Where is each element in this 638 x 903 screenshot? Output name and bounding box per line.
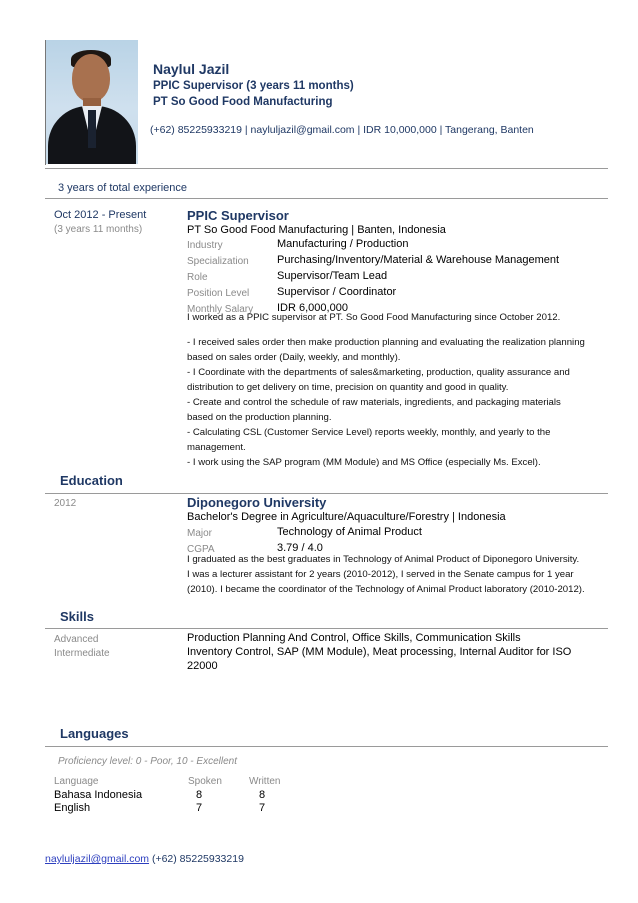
job-duty-line: based on sales order (Daily, weekly, and monthly). (187, 352, 401, 363)
language-name: English (54, 802, 91, 814)
skills-heading: Skills (60, 609, 94, 624)
job-duty-line: distribution to get delivery on time, precision on quantity and good in quality. (187, 382, 509, 393)
field-value: Supervisor/Team Lead (277, 270, 388, 282)
footer-email-link[interactable]: nayluljazil@gmail.com (45, 853, 150, 865)
header-divider (45, 40, 46, 165)
field-value: IDR 6,000,000 (277, 302, 348, 314)
job-title: PPIC Supervisor (187, 208, 289, 223)
language-written: 7 (259, 802, 266, 814)
job-duty-line: management. (187, 442, 246, 453)
field-value: Manufacturing / Production (277, 238, 409, 250)
job-intro: I worked as a PPIC supervisor at PT. So Good Food Manufacturing since October 2012. (187, 312, 561, 323)
contact-line: (+62) 85225933219 | nayluljazil@gmail.com | IDR 10,000,000 | Tangerang, Banten (150, 124, 534, 136)
column-header-written: Written (249, 776, 281, 787)
job-duty-line: - I work using the SAP program (MM Module) and MS Office (especially Ms. Excel). (187, 457, 541, 468)
experience-period: Oct 2012 - Present (54, 209, 147, 221)
experience-duration: (3 years 11 months) (54, 224, 143, 235)
job-duty-line: - Create and control the schedule of raw materials, ingredients, and packaging materials (187, 397, 561, 408)
column-header-spoken: Spoken (188, 776, 222, 787)
education-rule (45, 493, 608, 494)
proficiency-note: Proficiency level: 0 - Poor, 10 - Excellent (58, 756, 237, 767)
total-experience: 3 years of total experience (58, 182, 188, 194)
field-label: Industry (187, 240, 223, 251)
language-written: 8 (259, 789, 266, 801)
languages-rule (45, 746, 608, 747)
education-note-line: (2010). I became the coordinator of the Technology of Animal Product laboratory (2010-2012). (187, 584, 585, 595)
skill-items-continued: 22000 (187, 660, 218, 672)
job-duty-line: - Calculating CSL (Customer Service Level) reports weekly, monthly, and yearly to the (187, 427, 551, 438)
skill-level: Advanced (54, 634, 99, 645)
field-value: 3.79 / 4.0 (277, 542, 323, 554)
education-note-line: I was a lecturer assistant for 2 years (2010-2012), I served in the Senate campus for 1 year (187, 569, 574, 580)
field-label: Major (187, 528, 213, 539)
language-spoken: 8 (196, 789, 203, 801)
field-label: Monthly Salary (187, 304, 254, 315)
job-company: PT So Good Food Manufacturing | Banten, Indonesia (187, 224, 446, 236)
field-label: Role (187, 272, 208, 283)
education-heading: Education (60, 473, 123, 488)
candidate-name: Naylul Jazil (153, 61, 230, 77)
footer (45, 853, 244, 865)
header-rule (45, 168, 608, 169)
skill-level: Intermediate (54, 648, 110, 659)
field-value: Supervisor / Coordinator (277, 286, 397, 298)
job-duty-line: - I received sales order then make production planning and evaluating the realization planning (187, 337, 585, 348)
field-label: Specialization (187, 256, 249, 267)
headline: PPIC Supervisor (3 years 11 months) (153, 80, 354, 92)
language-name: Bahasa Indonesia (54, 789, 143, 801)
field-value: Technology of Animal Product (277, 526, 422, 538)
language-spoken: 7 (196, 802, 203, 814)
experience-rule (45, 198, 608, 199)
education-year: 2012 (54, 498, 77, 509)
languages-heading: Languages (60, 726, 129, 741)
field-label: Position Level (187, 288, 250, 299)
column-header-language: Language (54, 776, 99, 787)
job-duty-line: - I Coordinate with the departments of sales&marketing, production, quality assurance and (187, 367, 570, 378)
education-note-line: I graduated as the best graduates in Technology of Animal Product of Diponegoro University. (187, 554, 580, 565)
skills-rule (45, 628, 608, 629)
skill-items: Production Planning And Control, Office Skills, Communication Skills (187, 632, 521, 644)
skill-items: Inventory Control, SAP (MM Module), Meat processing, Internal Auditor for ISO (187, 646, 572, 658)
job-duty-line: based on the production planning. (187, 412, 332, 423)
school-name: Diponegoro University (187, 495, 327, 510)
field-value: Purchasing/Inventory/Material & Warehouse Management (277, 254, 560, 266)
profile-photo (46, 40, 138, 164)
current-company: PT So Good Food Manufacturing (153, 96, 333, 108)
field-label: CGPA (187, 544, 215, 555)
footer-phone: (+62) 85225933219 (151, 853, 244, 865)
degree: Bachelor's Degree in Agriculture/Aquaculture/Forestry | Indonesia (187, 511, 506, 523)
